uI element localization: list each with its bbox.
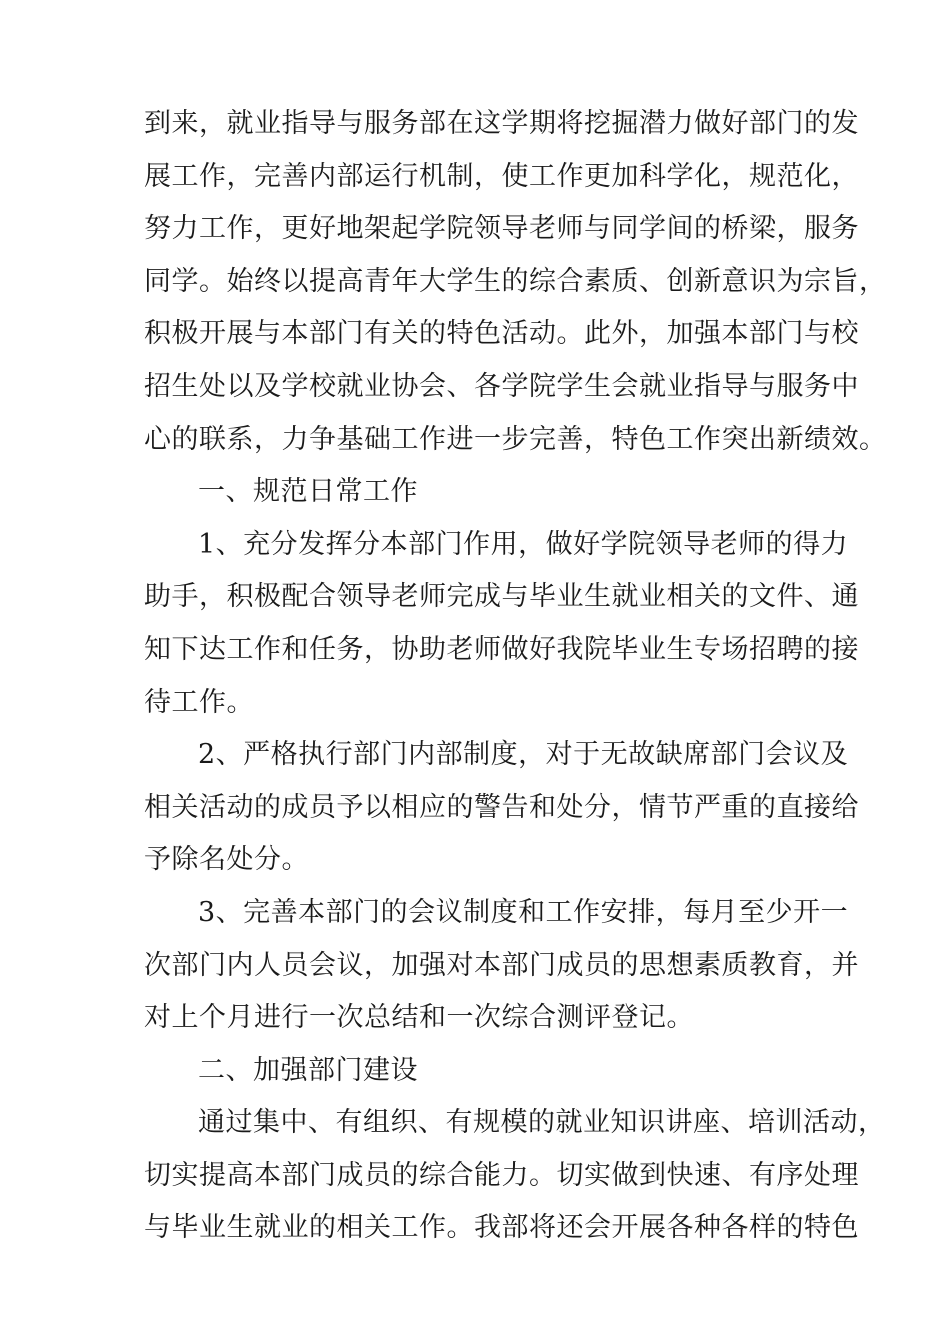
text-line: 3、完善本部门的会议制度和工作安排，每月至少开一 [198, 896, 849, 928]
text-line: 1、充分发挥分本部门作用，做好学院领导老师的得力 [198, 528, 849, 560]
section-heading: 一、规范日常工作 [198, 476, 418, 508]
text-line: 展工作，完善内部运行机制，使工作更加科学化，规范化， [144, 160, 859, 192]
text-line: 同学。始终以提高青年大学生的综合素质、创新意识为宗旨， [144, 265, 887, 297]
text-line: 助手，积极配合领导老师完成与毕业生就业相关的文件、通 [144, 581, 859, 613]
text-line: 心的联系，力争基础工作进一步完善，特色工作突出新绩效。 [144, 423, 887, 455]
text-line: 招生处以及学校就业协会、各学院学生会就业指导与服务中 [144, 370, 859, 402]
text-line: 次部门内人员会议，加强对本部门成员的思想素质教育，并 [144, 949, 859, 981]
text-line: 2、严格执行部门内部制度，对于无故缺席部门会议及 [198, 739, 849, 771]
text-line: 切实提高本部门成员的综合能力。切实做到快速、有序处理 [144, 1159, 859, 1191]
text-line: 通过集中、有组织、有规模的就业知识讲座、培训活动， [198, 1107, 886, 1139]
text-line: 相关活动的成员予以相应的警告和处分，情节严重的直接给 [144, 791, 859, 823]
text-line: 努力工作，更好地架起学院领导老师与同学间的桥梁，服务 [144, 213, 859, 245]
text-line: 待工作。 [144, 686, 254, 718]
document-page [144, 98, 887, 1255]
section-heading: 二、加强部门建设 [198, 1054, 418, 1086]
text-line: 知下达工作和任务，协助老师做好我院毕业生专场招聘的接 [144, 633, 859, 665]
text-line: 积极开展与本部门有关的特色活动。此外，加强本部门与校 [144, 318, 859, 350]
text-line: 与毕业生就业的相关工作。我部将还会开展各种各样的特色 [144, 1212, 859, 1244]
text-line: 予除名处分。 [144, 844, 309, 876]
text-line: 对上个月进行一次总结和一次综合测评登记。 [144, 1002, 694, 1034]
text-line: 到来，就业指导与服务部在这学期将挖掘潜力做好部门的发 [144, 108, 859, 139]
